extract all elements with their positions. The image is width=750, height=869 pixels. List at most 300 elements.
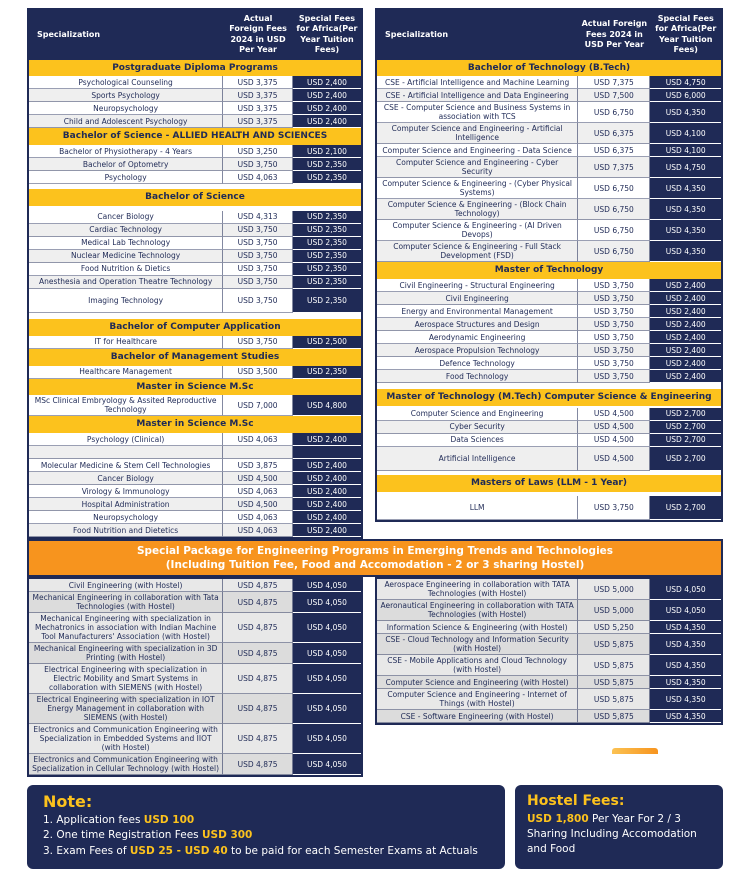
- table-row: [377, 408, 721, 421]
- spec-cell: CSE - Artificial Intelligence and Machine Learning: [377, 76, 578, 89]
- table-row: [29, 395, 361, 416]
- spec-cell: Mechanical Engineering with specialization in 3D Printing (with Hostel): [29, 643, 223, 664]
- africa-fee-cell: USD 2,400: [650, 279, 721, 292]
- table-row: [377, 447, 721, 471]
- africa-fee-cell: USD 2,400: [650, 318, 721, 331]
- spec-cell: Anesthesia and Operation Theatre Technology: [29, 276, 223, 289]
- special-package-title-line2: (Including Tuition Fee, Food and Accomodation - 2 or 3 sharing Hostel): [165, 559, 585, 572]
- spec-cell: Food Technology: [377, 370, 578, 383]
- foreign-fee-cell: USD 3,750: [578, 305, 650, 318]
- section-banner: Master in Science M.Sc: [29, 416, 361, 433]
- foreign-fee-cell: USD 5,875: [578, 710, 650, 723]
- table-row: [29, 263, 361, 276]
- africa-fee-cell: USD 4,050: [293, 724, 361, 754]
- spec-cell: Cardiac Technology: [29, 224, 223, 237]
- spec-cell: Computer Science and Engineering - Data Science: [377, 144, 578, 157]
- spec-cell: Food Nutrition & Dietics: [29, 263, 223, 276]
- africa-fee-cell: USD 4,100: [650, 123, 721, 144]
- table-row: [29, 289, 361, 313]
- table-row: [29, 459, 361, 472]
- africa-fee-cell: USD 2,400: [293, 115, 361, 128]
- foreign-fee-cell: USD 7,000: [223, 395, 293, 416]
- foreign-fee-cell: USD 4,063: [223, 524, 293, 537]
- spec-cell: Computer Science and Engineering: [377, 408, 578, 421]
- hostel-fees-box: [515, 785, 723, 868]
- spec-cell: LLM: [377, 496, 578, 520]
- africa-fee-cell: USD 2,100: [293, 145, 361, 158]
- foreign-fee-cell: USD 6,375: [578, 123, 650, 144]
- left-table-header: [29, 10, 361, 60]
- foreign-fee-cell: USD 4,875: [223, 643, 293, 664]
- section-banner: Masters of Laws (LLM - 1 Year): [377, 475, 721, 492]
- column-header-africa-fees: Special Fees for Africa(Per Year Tuition Fees): [655, 14, 717, 55]
- africa-fee-cell: USD 4,350: [650, 655, 721, 676]
- africa-fee-cell: USD 2,400: [293, 102, 361, 115]
- spec-cell: Electronics and Communication Engineering with Specialization in Embedded Systems and IIOT (with Hostel): [29, 724, 223, 754]
- table-row: [29, 336, 361, 349]
- table-row: [29, 511, 361, 524]
- table-row: [377, 292, 721, 305]
- table-row: [377, 123, 721, 144]
- africa-fee-cell: USD 2,350: [293, 237, 361, 250]
- foreign-fee-cell: USD 3,750: [223, 237, 293, 250]
- africa-fee-cell: USD 2,400: [293, 485, 361, 498]
- table-row: [377, 357, 721, 370]
- africa-fee-cell: USD 2,350: [293, 171, 361, 184]
- highlighted-amount: USD 300: [201, 829, 253, 842]
- table-row: [377, 76, 721, 89]
- foreign-fee-cell: USD 4,875: [223, 613, 293, 643]
- note-title: Note:: [43, 792, 93, 812]
- table-row: [29, 592, 361, 613]
- table-row: [377, 220, 721, 241]
- africa-fee-cell: USD 2,700: [650, 434, 721, 447]
- highlighted-amount: USD 1,800: [527, 812, 589, 825]
- section-banner: Master in Science M.Sc: [29, 379, 361, 396]
- table-row: [377, 157, 721, 178]
- right-table-body: [377, 60, 721, 520]
- foreign-fee-cell: USD 3,750: [223, 336, 293, 349]
- section-banner: Bachelor of Management Studies: [29, 349, 361, 366]
- africa-fee-cell: USD 4,350: [650, 676, 721, 689]
- table-row: [377, 689, 721, 710]
- foreign-fee-cell: USD 3,375: [223, 102, 293, 115]
- spec-cell: Electrical Engineering with specialization in IOT Energy Management in collaboration with SIEMENS (with Hostel): [29, 694, 223, 724]
- section-banner: Bachelor of Technology (B.Tech): [377, 60, 721, 77]
- column-header-specialization: Specialization: [37, 29, 101, 39]
- foreign-fee-cell: USD 3,750: [578, 370, 650, 383]
- table-row: [29, 237, 361, 250]
- foreign-fee-cell: [223, 446, 293, 459]
- plain-text: to be paid for each Semester Exams at Actuals: [227, 845, 478, 858]
- spec-cell: Computer Science & Engineering - (Cyber Physical Systems): [377, 178, 578, 199]
- bottom-row: [27, 785, 723, 868]
- foreign-fee-cell: USD 4,500: [223, 498, 293, 511]
- spec-cell: MSc Clinical Embryology & Assited Reproductive Technology: [29, 395, 223, 416]
- foreign-fee-cell: USD 4,875: [223, 579, 293, 592]
- africa-fee-cell: USD 4,050: [293, 613, 361, 643]
- spec-cell: Computer Science and Engineering - Cyber Security: [377, 157, 578, 178]
- foreign-fee-cell: USD 4,063: [223, 433, 293, 446]
- note-item: [43, 828, 489, 844]
- note-item: [43, 813, 489, 829]
- foreign-fee-cell: USD 3,750: [578, 279, 650, 292]
- africa-fee-cell: USD 2,700: [650, 421, 721, 434]
- spec-cell: Cancer Biology: [29, 211, 223, 224]
- africa-fee-cell: USD 4,050: [293, 579, 361, 592]
- hostel-fees-title: Hostel Fees:: [527, 793, 625, 810]
- spec-cell: Data Sciences: [377, 434, 578, 447]
- table-row: [29, 211, 361, 224]
- left-table-body: [29, 60, 361, 538]
- africa-fee-cell: USD 4,050: [293, 694, 361, 724]
- spec-cell: CSE - Mobile Applications and Cloud Technology (with Hostel): [377, 655, 578, 676]
- spec-cell: [29, 446, 223, 459]
- foreign-fee-cell: USD 3,375: [223, 115, 293, 128]
- special-package-title-line1: Special Package for Engineering Programs in Emerging Trends and Technologies: [136, 545, 614, 558]
- africa-fee-cell: USD 4,050: [650, 579, 721, 600]
- hostel-fees-text: [527, 812, 711, 858]
- foreign-fee-cell: USD 4,500: [578, 447, 650, 471]
- foreign-fee-cell: USD 3,750: [223, 289, 293, 313]
- africa-fee-cell: USD 4,350: [650, 634, 721, 655]
- table-row: [377, 710, 721, 723]
- spec-cell: CSE - Software Engineering (with Hostel): [377, 710, 578, 723]
- foreign-fee-cell: USD 5,875: [578, 655, 650, 676]
- column-header-foreign-fees: Actual Foreign Fees 2024 in USD Per Year: [581, 19, 648, 49]
- table-row: [377, 634, 721, 655]
- table-row: [377, 421, 721, 434]
- section-banner: Bachelor of Science: [29, 189, 361, 206]
- africa-fee-cell: USD 6,000: [650, 89, 721, 102]
- africa-fee-cell: USD 4,050: [293, 592, 361, 613]
- foreign-fee-cell: USD 3,500: [223, 366, 293, 379]
- spec-cell: Computer Science and Engineering (with Hostel): [377, 676, 578, 689]
- africa-fee-cell: USD 2,350: [293, 211, 361, 224]
- foreign-fee-cell: USD 4,875: [223, 694, 293, 724]
- africa-fee-cell: USD 4,050: [293, 754, 361, 775]
- foreign-fee-cell: USD 4,875: [223, 664, 293, 694]
- africa-fee-cell: [293, 446, 361, 459]
- spec-cell: Imaging Technology: [29, 289, 223, 313]
- africa-fee-cell: USD 2,400: [650, 305, 721, 318]
- spec-cell: Mechanical Engineering in collaboration with Tata Technologies (with Hostel): [29, 592, 223, 613]
- spec-cell: CSE - Artificial Intelligence and Data Engineering: [377, 89, 578, 102]
- africa-fee-cell: USD 4,800: [293, 395, 361, 416]
- spec-cell: Neuropsychology: [29, 511, 223, 524]
- table-row: [377, 305, 721, 318]
- table-row: [29, 171, 361, 184]
- spec-cell: Cancer Biology: [29, 472, 223, 485]
- section-banner: Master of Technology: [377, 262, 721, 279]
- left-package-body: [29, 579, 361, 775]
- foreign-fee-cell: USD 6,750: [578, 220, 650, 241]
- spec-cell: Medical Lab Technology: [29, 237, 223, 250]
- table-row: [29, 366, 361, 379]
- spec-cell: Civil Engineering (with Hostel): [29, 579, 223, 592]
- table-row: [377, 102, 721, 123]
- foreign-fee-cell: USD 4,875: [223, 724, 293, 754]
- africa-fee-cell: USD 2,350: [293, 263, 361, 276]
- foreign-fee-cell: USD 4,063: [223, 511, 293, 524]
- foreign-fee-cell: USD 4,063: [223, 485, 293, 498]
- foreign-fee-cell: USD 3,250: [223, 145, 293, 158]
- table-row: [377, 89, 721, 102]
- africa-fee-cell: USD 2,400: [293, 89, 361, 102]
- table-row: [377, 621, 721, 634]
- section-banner: Postgraduate Diploma Programs: [29, 60, 361, 77]
- table-row: [377, 579, 721, 600]
- africa-fee-cell: USD 4,750: [650, 76, 721, 89]
- right-package-body: [377, 579, 721, 723]
- foreign-fee-cell: USD 6,750: [578, 241, 650, 262]
- spec-cell: Hospital Administration: [29, 498, 223, 511]
- africa-fee-cell: USD 4,100: [650, 144, 721, 157]
- special-package-banner: [27, 539, 723, 577]
- table-row: [377, 279, 721, 292]
- section-banner: Bachelor of Computer Application: [29, 319, 361, 336]
- spec-cell: Electronics and Communication Engineering with Specialization in Cellular Technology (with Hostel): [29, 754, 223, 775]
- africa-fee-cell: USD 4,350: [650, 178, 721, 199]
- note-box: [27, 785, 505, 868]
- africa-fee-cell: USD 2,700: [650, 447, 721, 471]
- spec-cell: Sports Psychology: [29, 89, 223, 102]
- table-row: [29, 579, 361, 592]
- table-row: [29, 613, 361, 643]
- foreign-fee-cell: USD 7,375: [578, 76, 650, 89]
- foreign-fee-cell: USD 4,500: [578, 421, 650, 434]
- right-package-table: [375, 577, 723, 725]
- table-row: [29, 664, 361, 694]
- africa-fee-cell: USD 4,350: [650, 199, 721, 220]
- foreign-fee-cell: USD 3,750: [578, 292, 650, 305]
- spec-cell: Energy and Environmental Management: [377, 305, 578, 318]
- table-row: [29, 224, 361, 237]
- table-row: [29, 433, 361, 446]
- spec-cell: Psychological Counseling: [29, 76, 223, 89]
- foreign-fee-cell: USD 3,875: [223, 459, 293, 472]
- cutoff-corner-graphic: [612, 748, 658, 754]
- africa-fee-cell: USD 2,700: [650, 496, 721, 520]
- foreign-fee-cell: USD 4,875: [223, 592, 293, 613]
- spec-cell: Virology & Immunology: [29, 485, 223, 498]
- table-row: [377, 178, 721, 199]
- africa-fee-cell: USD 2,400: [650, 370, 721, 383]
- section-banner: Master of Technology (M.Tech) Computer Science & Engineering: [377, 389, 721, 406]
- africa-fee-cell: USD 2,350: [293, 289, 361, 313]
- foreign-fee-cell: USD 5,250: [578, 621, 650, 634]
- foreign-fee-cell: USD 4,875: [223, 754, 293, 775]
- africa-fee-cell: USD 2,350: [293, 276, 361, 289]
- foreign-fee-cell: USD 4,063: [223, 171, 293, 184]
- note-items: [43, 813, 489, 860]
- africa-fee-cell: USD 2,400: [650, 331, 721, 344]
- foreign-fee-cell: USD 7,375: [578, 157, 650, 178]
- content-area: [27, 8, 723, 869]
- africa-fee-cell: USD 2,500: [293, 336, 361, 349]
- section-banner: Bachelor of Science - ALLIED HEALTH AND SCIENCES: [29, 128, 361, 145]
- foreign-fee-cell: USD 3,750: [578, 357, 650, 370]
- foreign-fee-cell: USD 6,750: [578, 199, 650, 220]
- africa-fee-cell: USD 2,400: [293, 433, 361, 446]
- foreign-fee-cell: USD 3,750: [223, 263, 293, 276]
- africa-fee-cell: USD 4,750: [650, 157, 721, 178]
- column-header-foreign-fees: Actual Foreign Fees 2024 in USD Per Year: [229, 14, 287, 55]
- plain-text: 3. Exam Fees of: [43, 845, 130, 858]
- table-row: [29, 145, 361, 158]
- africa-fee-cell: USD 4,350: [650, 241, 721, 262]
- africa-fee-cell: USD 2,700: [650, 408, 721, 421]
- spec-cell: Aerospace Propulsion Technology: [377, 344, 578, 357]
- table-row: [29, 694, 361, 724]
- foreign-fee-cell: USD 4,500: [223, 472, 293, 485]
- spec-cell: Molecular Medicine & Stem Cell Technologies: [29, 459, 223, 472]
- foreign-fee-cell: USD 3,750: [223, 250, 293, 263]
- africa-fee-cell: USD 2,350: [293, 158, 361, 171]
- foreign-fee-cell: USD 3,750: [223, 276, 293, 289]
- table-row: [377, 655, 721, 676]
- spec-cell: Civil Engineering: [377, 292, 578, 305]
- spec-cell: Aerodynamic Engineering: [377, 331, 578, 344]
- foreign-fee-cell: USD 3,750: [578, 344, 650, 357]
- foreign-fee-cell: USD 3,750: [578, 331, 650, 344]
- africa-fee-cell: USD 2,400: [293, 76, 361, 89]
- africa-fee-cell: USD 2,350: [293, 224, 361, 237]
- spec-cell: Mechanical Engineering with specialization in Mechatronics in association with Indian Machine Tool Manufacturers' Association (with Hostel): [29, 613, 223, 643]
- left-fee-table: [27, 8, 363, 539]
- table-row: [29, 724, 361, 754]
- table-row: [377, 344, 721, 357]
- spec-cell: Psychology (Clinical): [29, 433, 223, 446]
- spec-cell: Artificial Intelligence: [377, 447, 578, 471]
- table-row: [29, 89, 361, 102]
- table-row: [377, 199, 721, 220]
- spec-cell: IT for Healthcare: [29, 336, 223, 349]
- spec-cell: Civil Engineering - Structural Engineering: [377, 279, 578, 292]
- spec-cell: Bachelor of Physiotherapy - 4 Years: [29, 145, 223, 158]
- plain-text: 2. One time Registration Fees: [43, 829, 202, 842]
- spec-cell: Aerospace Structures and Design: [377, 318, 578, 331]
- africa-fee-cell: USD 2,400: [293, 498, 361, 511]
- spec-cell: Healthcare Management: [29, 366, 223, 379]
- africa-fee-cell: USD 4,050: [650, 600, 721, 621]
- plain-text: 1. Application fees: [43, 813, 144, 826]
- table-row: [29, 524, 361, 537]
- right-table-header: [377, 10, 721, 60]
- africa-fee-cell: USD 4,350: [650, 220, 721, 241]
- table-row: [29, 446, 361, 459]
- africa-fee-cell: USD 4,050: [293, 664, 361, 694]
- table-row: [29, 643, 361, 664]
- note-item: [43, 844, 489, 860]
- table-row: [377, 370, 721, 383]
- table-row: [377, 600, 721, 621]
- foreign-fee-cell: USD 3,750: [578, 318, 650, 331]
- africa-fee-cell: USD 4,350: [650, 710, 721, 723]
- foreign-fee-cell: USD 5,000: [578, 579, 650, 600]
- spec-cell: Computer Science & Engineering - (AI Driven Devops): [377, 220, 578, 241]
- table-row: [29, 472, 361, 485]
- table-row: [29, 115, 361, 128]
- main-tables-row: [27, 8, 723, 539]
- foreign-fee-cell: USD 3,375: [223, 89, 293, 102]
- table-row: [29, 498, 361, 511]
- right-fee-table: [375, 8, 723, 522]
- table-row: [377, 434, 721, 447]
- table-row: [377, 676, 721, 689]
- highlighted-amount: USD 100: [143, 813, 195, 826]
- plain-text: Per Year For 2 / 3 Sharing Including Accomodation and Food: [527, 812, 697, 856]
- spec-cell: Computer Science and Engineering - Artificial Intelligence: [377, 123, 578, 144]
- africa-fee-cell: USD 4,350: [650, 621, 721, 634]
- africa-fee-cell: USD 4,350: [650, 689, 721, 710]
- spec-cell: CSE - Computer Science and Business Systems in association with TCS: [377, 102, 578, 123]
- foreign-fee-cell: USD 6,750: [578, 178, 650, 199]
- africa-fee-cell: USD 4,350: [650, 102, 721, 123]
- spec-cell: Aerospace Engineering in collaboration with TATA Technologies (with Hostel): [377, 579, 578, 600]
- table-row: [29, 250, 361, 263]
- foreign-fee-cell: USD 3,750: [578, 496, 650, 520]
- africa-fee-cell: USD 2,400: [293, 459, 361, 472]
- spec-cell: Bachelor of Optometry: [29, 158, 223, 171]
- table-row: [377, 496, 721, 520]
- africa-fee-cell: USD 2,400: [293, 472, 361, 485]
- spec-cell: Electrical Engineering with specialization in Electric Mobility and Smart Systems in collaboration with SIEMENS (with Hostel): [29, 664, 223, 694]
- foreign-fee-cell: USD 4,500: [578, 434, 650, 447]
- africa-fee-cell: USD 4,050: [293, 643, 361, 664]
- highlighted-amount: USD 25 - USD 40: [129, 845, 228, 858]
- africa-fee-cell: USD 2,400: [650, 292, 721, 305]
- africa-fee-cell: USD 2,400: [293, 524, 361, 537]
- spec-cell: Child and Adolescent Psychology: [29, 115, 223, 128]
- africa-fee-cell: USD 2,400: [293, 511, 361, 524]
- spec-cell: Computer Science and Engineering - Internet of Things (with Hostel): [377, 689, 578, 710]
- table-row: [29, 754, 361, 775]
- table-row: [377, 331, 721, 344]
- table-row: [377, 318, 721, 331]
- table-row: [29, 276, 361, 289]
- column-header-specialization: Specialization: [385, 29, 449, 39]
- foreign-fee-cell: USD 6,375: [578, 144, 650, 157]
- spec-cell: Psychology: [29, 171, 223, 184]
- table-row: [29, 485, 361, 498]
- spec-cell: Nuclear Medicine Technology: [29, 250, 223, 263]
- left-package-table: [27, 577, 363, 777]
- foreign-fee-cell: USD 5,875: [578, 689, 650, 710]
- africa-fee-cell: USD 2,400: [650, 344, 721, 357]
- foreign-fee-cell: USD 5,000: [578, 600, 650, 621]
- table-row: [29, 158, 361, 171]
- spec-cell: Food Nutrition and Dietetics: [29, 524, 223, 537]
- foreign-fee-cell: USD 3,375: [223, 76, 293, 89]
- foreign-fee-cell: USD 4,313: [223, 211, 293, 224]
- foreign-fee-cell: USD 5,875: [578, 634, 650, 655]
- table-row: [377, 144, 721, 157]
- spec-cell: CSE - Cloud Technology and Information Security (with Hostel): [377, 634, 578, 655]
- spec-cell: Defence Technology: [377, 357, 578, 370]
- table-row: [29, 76, 361, 89]
- spec-cell: Cyber Security: [377, 421, 578, 434]
- spec-cell: Computer Science & Engineering - Full Stack Development (FSD): [377, 241, 578, 262]
- foreign-fee-cell: USD 6,750: [578, 102, 650, 123]
- table-row: [377, 241, 721, 262]
- spec-cell: Computer Science & Engineering - (Block Chain Technology): [377, 199, 578, 220]
- table-row: [29, 102, 361, 115]
- spec-cell: Aeronautical Engineering in collaboration with TATA Technologies (with Hostel): [377, 600, 578, 621]
- africa-fee-cell: USD 2,400: [650, 357, 721, 370]
- foreign-fee-cell: USD 3,750: [223, 224, 293, 237]
- africa-fee-cell: USD 2,350: [293, 366, 361, 379]
